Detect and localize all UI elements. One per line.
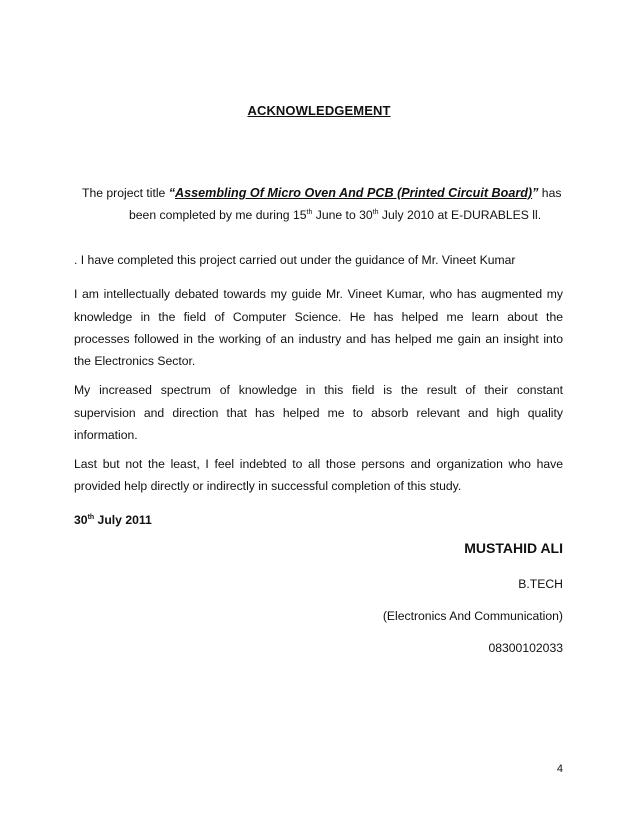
paragraph-line: provided help directly or indirectly in successful completion of this study.: [74, 479, 462, 493]
paragraph-line: knowledge in the field of Computer Science. He has helped me learn about the: [74, 310, 563, 324]
completion-line: been completed by me during 15th June to 30th July 2010 at E-DURABLES ll.: [129, 208, 542, 222]
project-title: “Assembling Of Micro Oven And PCB (Printed Circuit Board)”: [168, 186, 539, 200]
paragraph-line: the Electronics Sector.: [74, 354, 196, 368]
project-title-line: [82, 186, 561, 200]
author-name: MUSTAHID ALI: [464, 540, 563, 556]
guidance-paragraph: . I have completed this project carried out under the guidance of Mr. Vineet Kumar: [74, 253, 516, 267]
paragraph-line: processes followed in the working of an industry and has helped me gain an insight into: [74, 332, 563, 346]
page-number: 4: [556, 763, 563, 775]
author-roll-number: 08300102033: [488, 641, 563, 655]
paragraph-line: Last but not the least, I feel indebted to all those persons and organization who have: [74, 457, 563, 471]
intro-text: The project title: [82, 186, 169, 200]
date: 30th July 2011: [74, 513, 152, 527]
paragraph-line: supervision and direction that has helped me to absorb relevant and high quality: [74, 406, 563, 420]
paragraph-line: information.: [74, 428, 138, 442]
page-heading: ACKNOWLEDGEMENT: [247, 103, 391, 118]
intro-text-end: has: [538, 186, 562, 200]
author-branch: (Electronics And Communication): [382, 609, 563, 623]
paragraph-line: I am intellectually debated towards my guide Mr. Vineet Kumar, who has augmented my: [74, 287, 563, 301]
paragraph-line: My increased spectrum of knowledge in this field is the result of their constant: [74, 383, 563, 397]
author-degree: B.TECH: [518, 577, 563, 591]
